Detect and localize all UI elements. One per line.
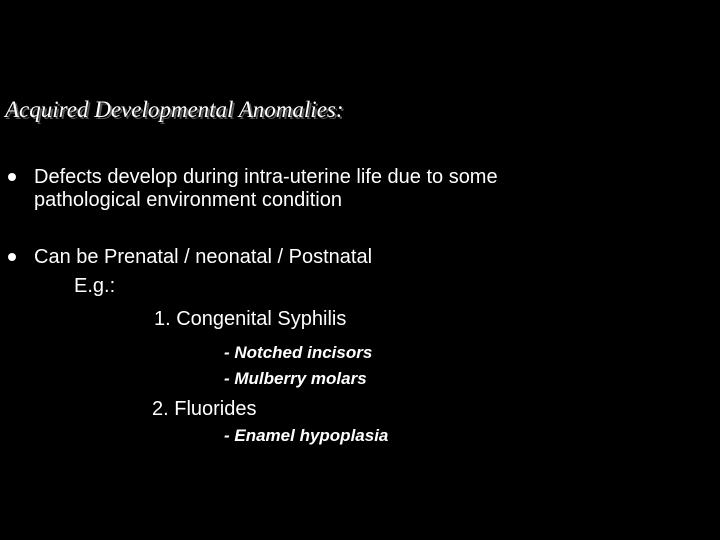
eg-label: E.g.: — [74, 275, 116, 297]
bullet-2-line-1: Can be Prenatal / neonatal / Postnatal — [34, 246, 373, 268]
example-2-sub-1: - Enamel hypoplasia — [224, 426, 389, 445]
example-1-sub-1: - Notched incisors — [224, 343, 373, 362]
example-1-label: 1. Congenital Syphilis — [154, 308, 347, 330]
example-2-label: 2. Fluorides — [152, 398, 257, 420]
slide-title: Acquired Developmental Anomalies: — [5, 97, 344, 122]
bullet-1-line-1: Defects develop during intra-uterine life due to some — [34, 166, 498, 188]
bullet-1-line-2: pathological environment condition — [34, 189, 342, 211]
bullet-dot-2 — [8, 253, 16, 261]
bullet-dot-1 — [8, 173, 16, 181]
example-1-sub-2: - Mulberry molars — [224, 369, 367, 388]
